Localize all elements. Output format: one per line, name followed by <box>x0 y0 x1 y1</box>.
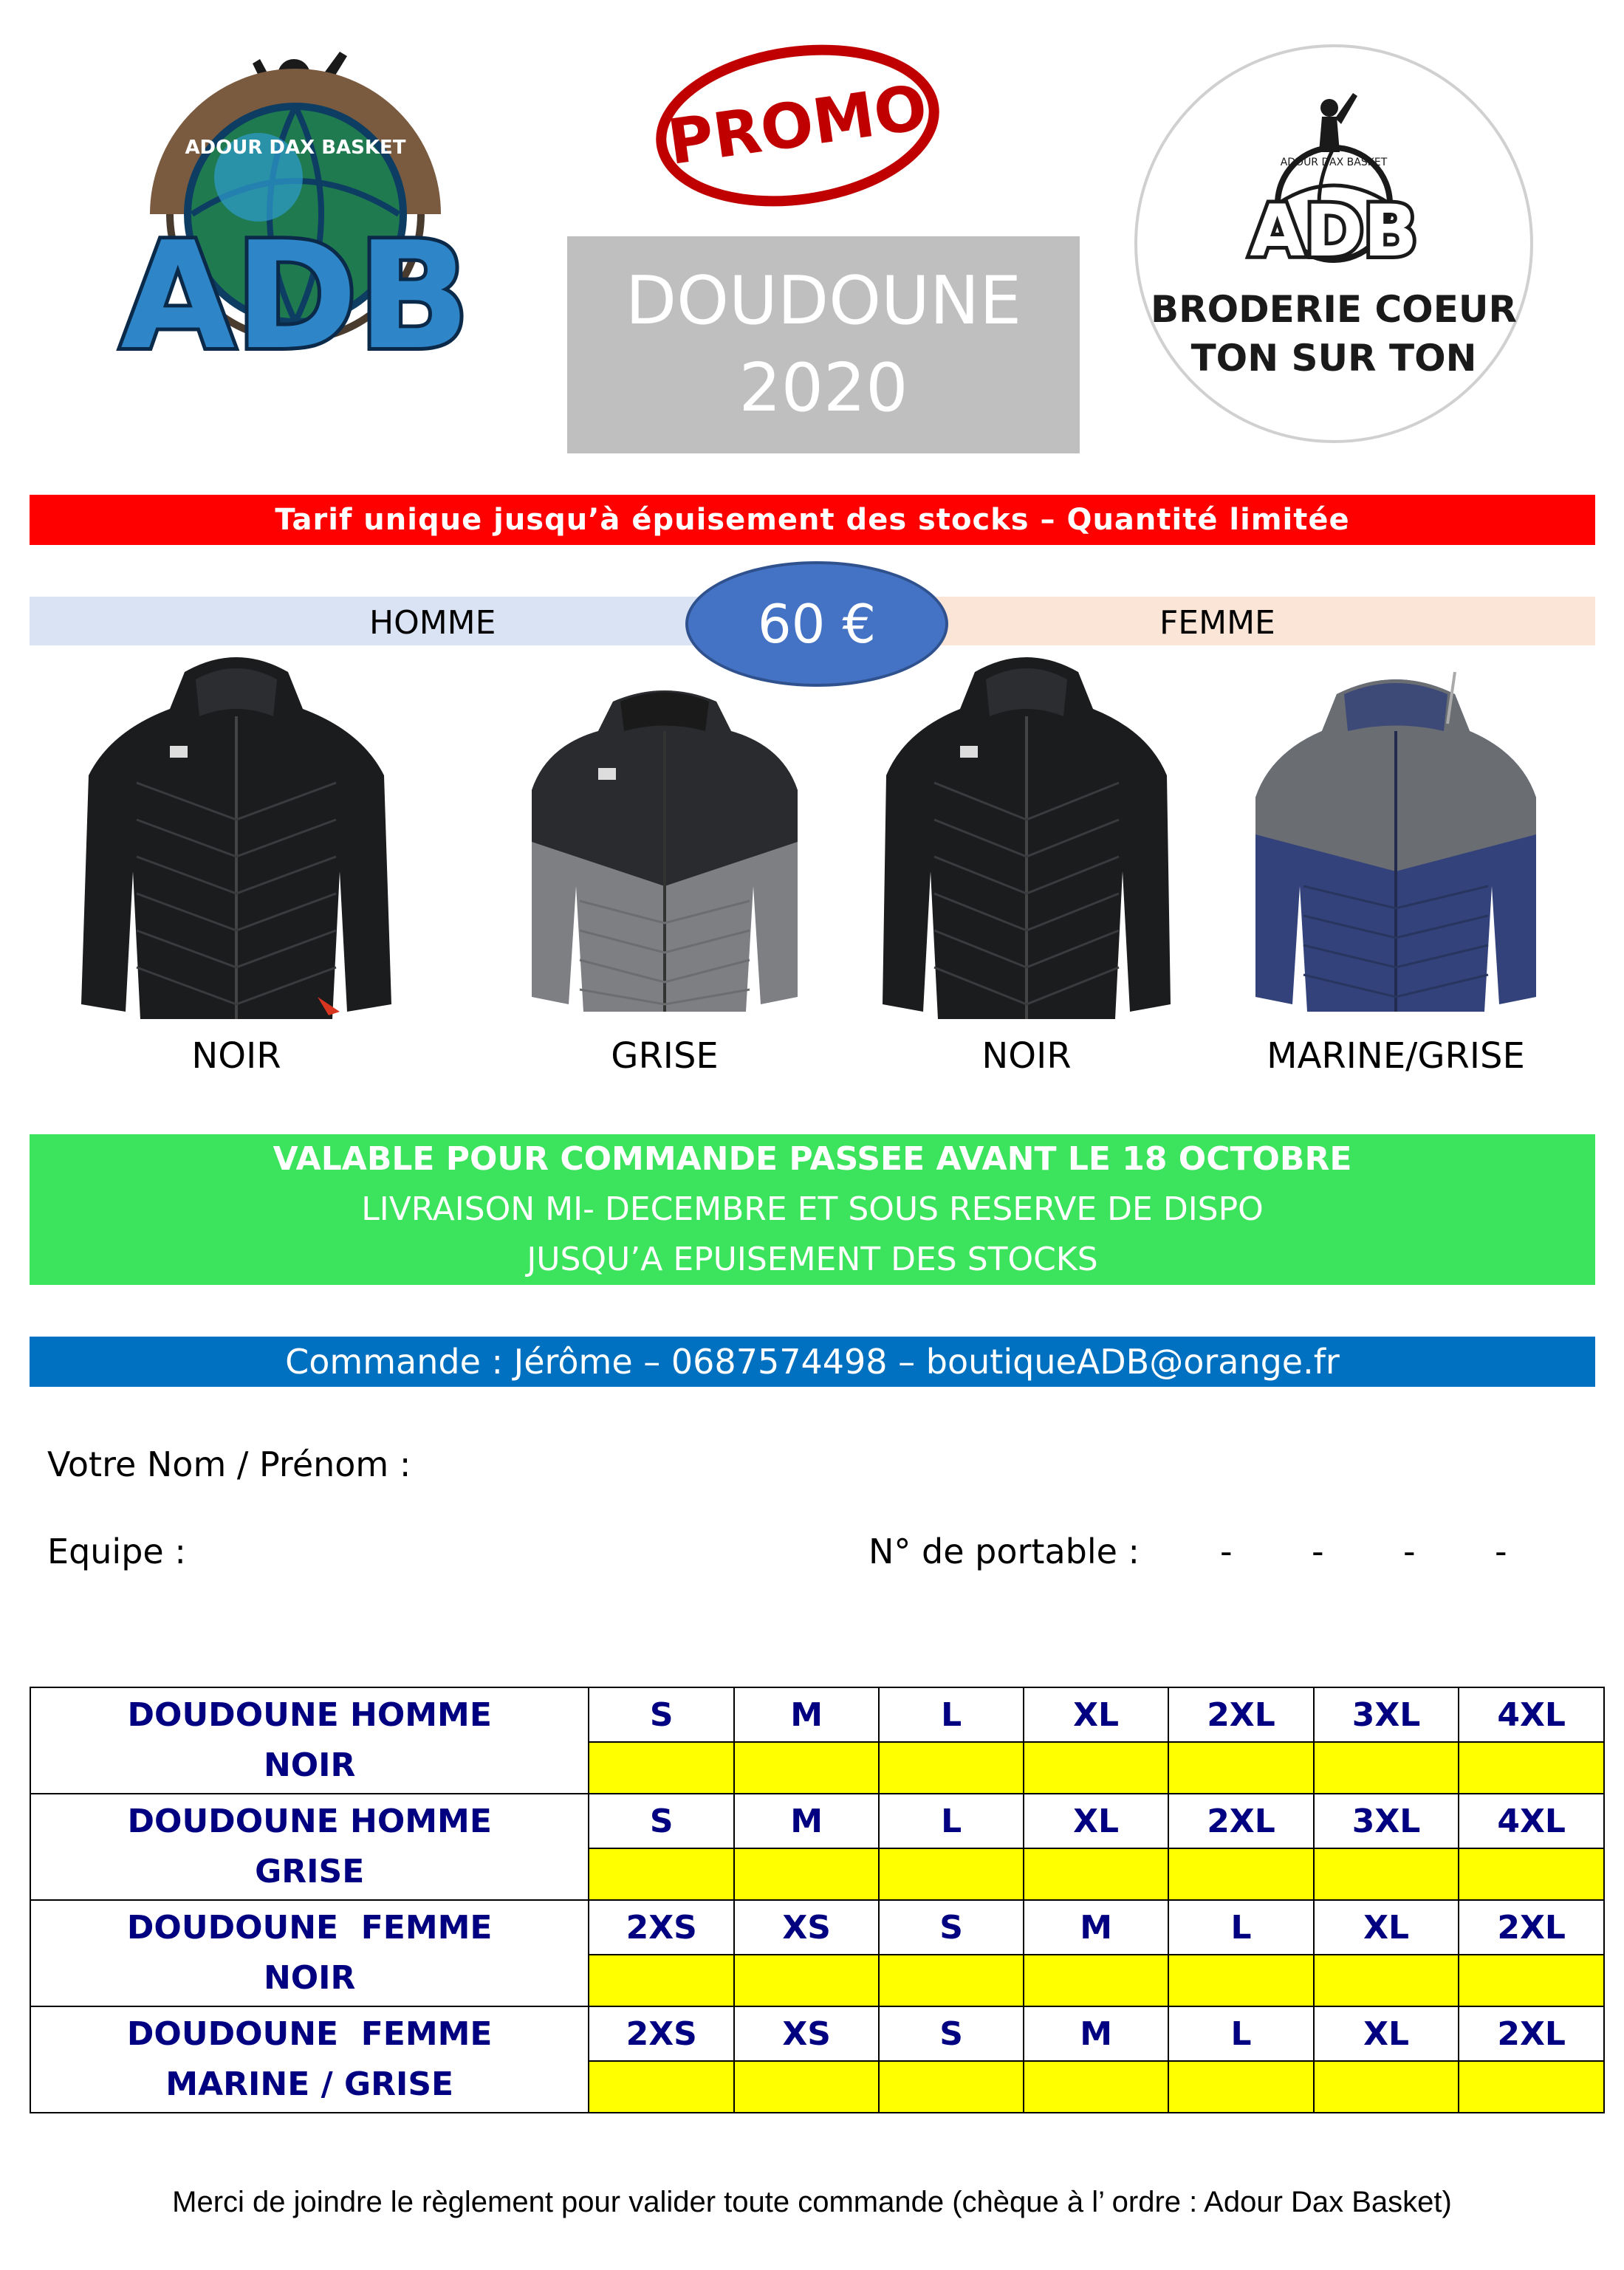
deadline-line: VALABLE POUR COMMANDE PASSEE AVANT LE 18 OCTOBRE <box>273 1140 1352 1178</box>
embroidery-badge <box>1131 41 1536 446</box>
phone-separator: - <box>1403 1532 1416 1571</box>
size-header: L <box>879 1794 1024 1848</box>
size-header: L <box>879 1687 1024 1742</box>
title-line-1: DOUDOUNE <box>625 262 1022 340</box>
jacket-navy-grey-icon <box>1241 650 1551 1034</box>
product-name: DOUDOUNE HOMME <box>127 1696 492 1734</box>
quantity-cell[interactable] <box>879 1848 1024 1900</box>
quantity-cell[interactable] <box>1314 2061 1459 2113</box>
svg-text:TON SUR TON: TON SUR TON <box>1190 337 1477 380</box>
product-color: NOIR <box>263 1746 356 1784</box>
jacket-grey-icon <box>510 650 820 1034</box>
size-header: XL <box>1024 1687 1168 1742</box>
size-header: XL <box>1024 1794 1168 1848</box>
size-header: M <box>734 1794 879 1848</box>
size-header: S <box>589 1687 734 1742</box>
quantity-cell[interactable] <box>1168 1848 1314 1900</box>
phone-separator: - <box>1312 1532 1324 1571</box>
quantity-cell[interactable] <box>1168 1955 1314 2006</box>
quantity-cell[interactable] <box>734 2061 879 2113</box>
size-header: L <box>1168 2006 1314 2061</box>
jacket-label: GRISE <box>611 1035 719 1077</box>
svg-text:BRODERIE COEUR: BRODERIE COEUR <box>1151 288 1517 331</box>
product-name-cell <box>30 1900 589 2006</box>
product-name: DOUDOUNE FEMME <box>126 1909 493 1947</box>
quantity-cell[interactable] <box>1024 1848 1168 1900</box>
size-header: XS <box>734 2006 879 2061</box>
quantity-cell[interactable] <box>1314 1848 1459 1900</box>
svg-text:ADB: ADB <box>120 210 470 383</box>
quantity-cell[interactable] <box>879 1955 1024 2006</box>
femme-label: FEMME <box>1159 604 1275 642</box>
price-value: 60 € <box>757 593 877 655</box>
size-header: 4XL <box>1459 1687 1604 1742</box>
product-name-cell <box>30 1687 589 1794</box>
name-field-label: Votre Nom / Prénom : <box>47 1444 411 1484</box>
quantity-cell[interactable] <box>589 1955 734 2006</box>
product-name-cell <box>30 2006 589 2113</box>
payment-note: Merci de joindre le règlement pour valider toute commande (chèque à l’ ordre : Adour Dax Basket) <box>172 2186 1452 2218</box>
product-name-cell <box>30 1794 589 1900</box>
size-header: XL <box>1314 2006 1459 2061</box>
jacket-black-icon <box>871 650 1182 1034</box>
size-header: M <box>1024 2006 1168 2061</box>
title-box <box>567 236 1080 453</box>
size-header: 2XL <box>1168 1794 1314 1848</box>
size-header: XL <box>1314 1900 1459 1955</box>
table-row <box>30 1687 1604 1742</box>
delivery-line: LIVRAISON MI- DECEMBRE ET SOUS RESERVE DE DISPO <box>361 1190 1264 1228</box>
promo-stamp <box>650 30 945 222</box>
table-row <box>30 1794 1604 1848</box>
quantity-cell[interactable] <box>1314 1955 1459 2006</box>
quantity-cell[interactable] <box>879 1742 1024 1794</box>
contact-banner <box>30 1337 1595 1387</box>
quantity-cell[interactable] <box>1024 1955 1168 2006</box>
quantity-cell[interactable] <box>1314 1742 1459 1794</box>
size-header: 2XS <box>589 2006 734 2061</box>
phone-separator: - <box>1220 1532 1233 1571</box>
jacket-black-icon <box>74 650 399 1034</box>
quantity-cell[interactable] <box>1459 1848 1604 1900</box>
order-table <box>30 1687 1605 2113</box>
size-header: 2XS <box>589 1900 734 1955</box>
svg-text:ADOUR DAX BASKET: ADOUR DAX BASKET <box>1280 157 1388 168</box>
quantity-cell[interactable] <box>1459 1955 1604 2006</box>
quantity-cell[interactable] <box>589 1742 734 1794</box>
size-header: 3XL <box>1314 1687 1459 1742</box>
size-header: S <box>879 2006 1024 2061</box>
quantity-cell[interactable] <box>734 1848 879 1900</box>
adour-dax-basket-logo <box>59 30 532 414</box>
product-name: DOUDOUNE FEMME <box>126 2015 493 2053</box>
product-color: MARINE / GRISE <box>165 2065 454 2103</box>
quantity-cell[interactable] <box>1024 1742 1168 1794</box>
table-row <box>30 1900 1604 1955</box>
jacket-label: MARINE/GRISE <box>1267 1035 1525 1077</box>
size-header: 2XL <box>1459 2006 1604 2061</box>
svg-text:PROMO: PROMO <box>663 70 932 179</box>
product-name: DOUDOUNE HOMME <box>127 1803 492 1840</box>
limited-stock-text: Tarif unique jusqu’à épuisement des stocks – Quantité limitée <box>275 503 1350 537</box>
quantity-cell[interactable] <box>879 2061 1024 2113</box>
contact-text: Commande : Jérôme – 0687574498 – boutiqueADB@orange.fr <box>285 1342 1340 1382</box>
quantity-cell[interactable] <box>1168 2061 1314 2113</box>
quantity-cell[interactable] <box>589 2061 734 2113</box>
svg-text:ADOUR DAX BASKET: ADOUR DAX BASKET <box>185 137 406 159</box>
quantity-cell[interactable] <box>1168 1742 1314 1794</box>
quantity-cell[interactable] <box>1459 2061 1604 2113</box>
quantity-cell[interactable] <box>589 1848 734 1900</box>
size-header: 2XL <box>1168 1687 1314 1742</box>
quantity-cell[interactable] <box>1024 2061 1168 2113</box>
quantity-cell[interactable] <box>1459 1742 1604 1794</box>
phone-field-label: N° de portable : <box>868 1532 1140 1571</box>
table-row <box>30 2006 1604 2061</box>
size-header: 4XL <box>1459 1794 1604 1848</box>
size-header: S <box>879 1900 1024 1955</box>
size-header: 3XL <box>1314 1794 1459 1848</box>
order-deadline-banner <box>30 1134 1595 1285</box>
jacket-label: NOIR <box>981 1035 1072 1077</box>
size-header: XS <box>734 1900 879 1955</box>
title-line-2: 2020 <box>739 349 908 427</box>
size-header: 2XL <box>1459 1900 1604 1955</box>
product-color: NOIR <box>263 1959 356 1997</box>
size-header: S <box>589 1794 734 1848</box>
homme-label: HOMME <box>369 604 496 642</box>
quantity-cell[interactable] <box>734 1742 879 1794</box>
team-field-label: Equipe : <box>47 1532 186 1571</box>
stock-line: JUSQU’A EPUISEMENT DES STOCKS <box>527 1241 1098 1278</box>
size-header: L <box>1168 1900 1314 1955</box>
product-color: GRISE <box>255 1853 365 1890</box>
phone-separator: - <box>1495 1532 1507 1571</box>
svg-text:ADB: ADB <box>1250 190 1418 272</box>
size-header: M <box>1024 1900 1168 1955</box>
quantity-cell[interactable] <box>734 1955 879 2006</box>
limited-stock-banner <box>30 495 1595 545</box>
jacket-label: NOIR <box>191 1035 281 1077</box>
size-header: M <box>734 1687 879 1742</box>
